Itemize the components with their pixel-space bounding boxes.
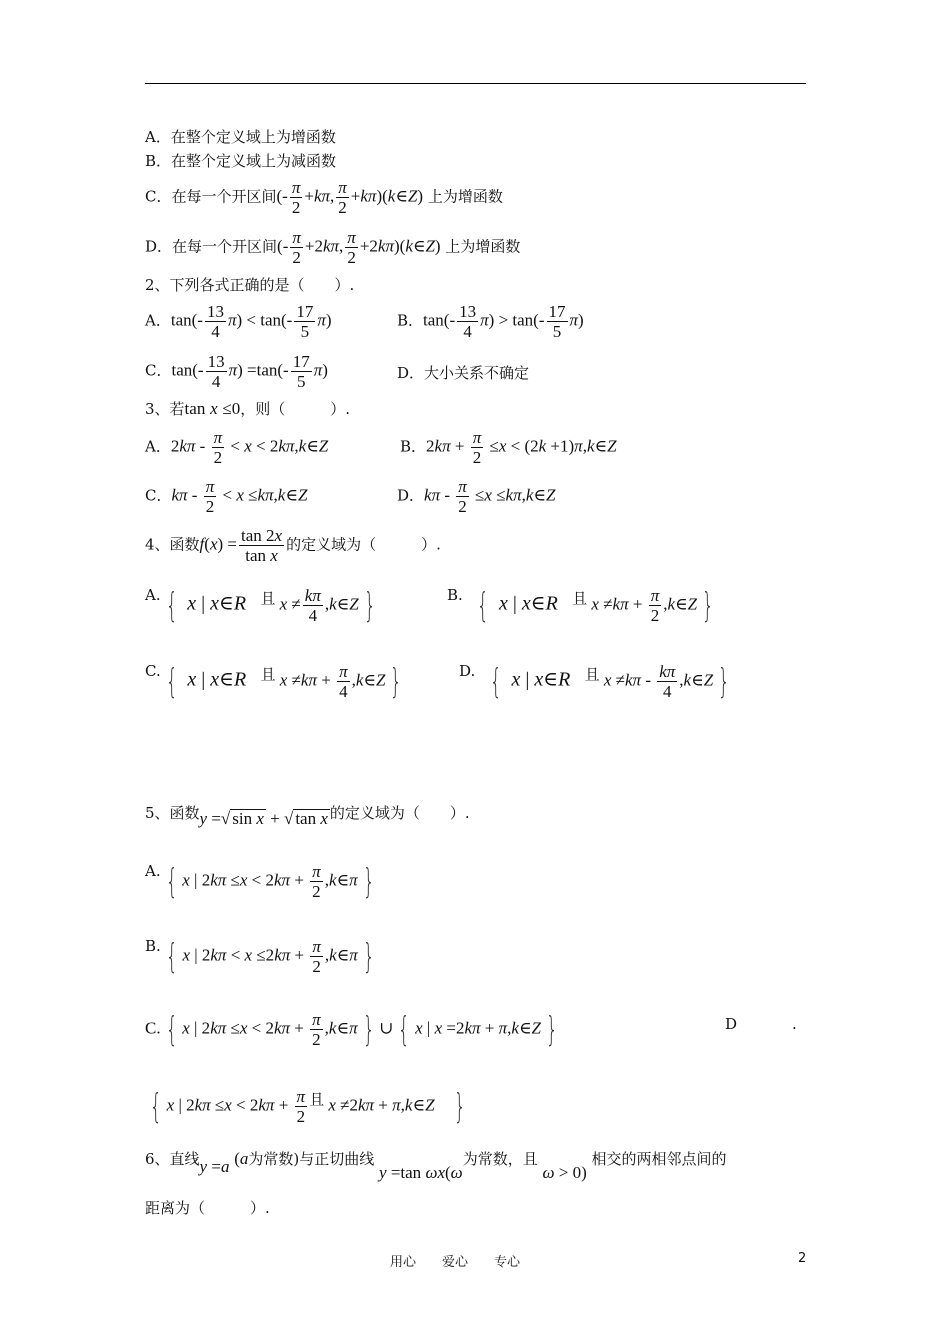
q1-option-b: B．在整个定义域上为减函数 <box>145 152 337 170</box>
q1-option-d-label: D．在每一个开区间 <box>145 237 278 256</box>
q4-stem-post: 的定义域为（ ）. <box>286 535 441 554</box>
q1-option-d-tail: 上为增函数 <box>445 237 521 256</box>
q6-stem: 6、直线y =a (a为常数)与正切曲线 y =tan ωx(ω为常数，且 ω > 0) 相交的两相邻点间的 <box>145 1149 727 1182</box>
qie-label: 且 <box>584 665 600 684</box>
q2-option-c: C．tan(- $\frac{13}{4}$ π) =tan(- $\frac{17}{5}$ π) <box>145 352 328 391</box>
q3-option-d: D．kπ - $\frac{\pi}{2}$ ≤x ≤kπ,k∈Z <box>397 477 556 516</box>
q5-stem-post: 的定义域为（ ）. <box>329 804 470 822</box>
q4-option-d-label: D. <box>459 662 476 680</box>
q2-stem: 2、下列各式正确的是（ ）. <box>145 276 355 294</box>
q3-option-a: A．2kπ - $\frac{\pi}{2}$ < x < 2kπ,k∈Z <box>145 428 329 467</box>
q2-option-c-label: C． <box>145 361 172 380</box>
q3-option-b: B．2kπ + $\frac{\pi}{2}$ ≤x < (2k +1)π,k∈Z <box>400 428 617 467</box>
q1-option-c-label: C．在每一个开区间 <box>145 187 277 206</box>
q2-option-b-label: B． <box>397 311 424 330</box>
q4-option-b-label: B. <box>447 586 463 604</box>
q3-option-a-label: A． <box>145 437 171 456</box>
q4-option-c-label: C. <box>145 662 161 680</box>
q4-option-c: C. { x | x∈R 且 x ≠kπ + $\frac{\pi}{4}$ ,k∈Z } <box>145 661 403 702</box>
q4-stem: 4、函数f(x) = $\frac{\tan 2x}{\text{tan x}}$ 的定义域为（ ）. <box>145 526 441 565</box>
q5-option-b: B. { x | 2kπ < x ≤2kπ + $\frac{\pi}{2}$ ,k∈π } <box>145 936 375 977</box>
q5-option-b-label: B. <box>145 937 161 955</box>
q2-option-a: A．tan(- $\frac{13}{4}$ π) < tan(- $\frac{17}{5}$ π) <box>145 302 332 341</box>
q3-stem: 3、若tan x ≤0，则（ ）. <box>145 399 351 418</box>
q2-option-b: B．tan(- $\frac{13}{4}$ π) > tan(- $\frac{17}{5}$ π) <box>397 302 584 341</box>
q1-option-a: A．在整个定义域上为增函数 <box>145 128 336 146</box>
q4-option-b: B. { x | x∈R 且 x ≠kπ + $\frac{\pi}{2}$ ,k∈Z } <box>447 585 714 626</box>
q6-stem-pre: 6、直线 <box>145 1150 200 1168</box>
q5-option-c-label: C. <box>145 1018 161 1038</box>
q3-option-c-label: C． <box>145 486 172 505</box>
q5-stem: 5、函数y =√ sin x + √ tan x 的定义域为（ ）. <box>145 804 470 828</box>
q6-stem-mid2: 为常数，且 <box>462 1150 538 1168</box>
q6-stem-mid1: 为常数)与正切曲线 <box>248 1150 375 1168</box>
q6-stem-line2: 距离为（ ）. <box>145 1199 270 1217</box>
q3-option-b-label: B． <box>400 437 427 456</box>
q1-option-c-tail: 上为增函数 <box>427 187 503 206</box>
q4-option-a-label: A. <box>145 586 161 604</box>
qie-label: 且 <box>260 589 276 608</box>
q1-option-d: D．在每一个开区间(- $\frac{\pi}{2}$ +2kπ, $\frac{\pi}{2}$ +2kπ)(k∈Z) 上为增函数 <box>145 228 521 267</box>
q5-option-a: A. { x | 2kπ ≤x < 2kπ + $\frac{\pi}{2}$ ,k∈π } <box>145 861 375 902</box>
q5-option-a-label: A. <box>145 862 161 880</box>
q5-option-d-dot: . <box>792 1015 797 1033</box>
q4-stem-pre: 4、函数 <box>145 535 200 554</box>
q4-option-d: D. { x | x∈R 且 x ≠kπ - $\frac{k\pi}{4}$ ,k∈Z } <box>459 661 730 702</box>
page-number: 2 <box>798 1251 807 1266</box>
qie-label: 且 <box>260 665 276 684</box>
footer-slogan: 用心 爱心 专心 <box>390 1255 521 1270</box>
q2-option-d: D．大小关系不确定 <box>397 364 530 382</box>
q5-option-c: C. { x | 2kπ ≤x < 2kπ + $\frac{\pi}{2}$ ,k∈π } ∪ { x | x =2kπ + π,k∈Z } <box>145 1009 558 1050</box>
q2-option-a-label: A． <box>145 311 171 330</box>
q4-option-a: A. { x | x∈R 且 x ≠ $\frac{k\pi}{4}$ ,k∈Z } <box>145 585 376 626</box>
qie-label: 且 <box>572 589 588 608</box>
header-rule <box>145 83 806 84</box>
q1-option-c: C．在每一个开区间(- $\frac{\pi}{2}$ +kπ, $\frac{\pi}{2}$ +kπ)(k∈Z) 上为增函数 <box>145 178 503 217</box>
q3-option-c: C．kπ - $\frac{\pi}{2}$ < x ≤kπ,k∈Z <box>145 477 308 516</box>
q5-option-d-label: D <box>725 1015 738 1033</box>
q6-stem-post: 相交的两相邻点间的 <box>591 1150 727 1168</box>
q5-option-d: { x | 2kπ ≤x < 2kπ + $\frac{\pi}{2}$ 且 x ≠2kπ + π,k∈Z } <box>149 1086 466 1127</box>
qie-label: 且 <box>309 1090 325 1109</box>
q3-option-d-label: D． <box>397 486 425 505</box>
q3-stem-post: ，则（ ）. <box>240 400 351 418</box>
q5-stem-pre: 5、函数 <box>145 804 200 822</box>
q3-stem-pre: 3、若 <box>145 400 185 418</box>
